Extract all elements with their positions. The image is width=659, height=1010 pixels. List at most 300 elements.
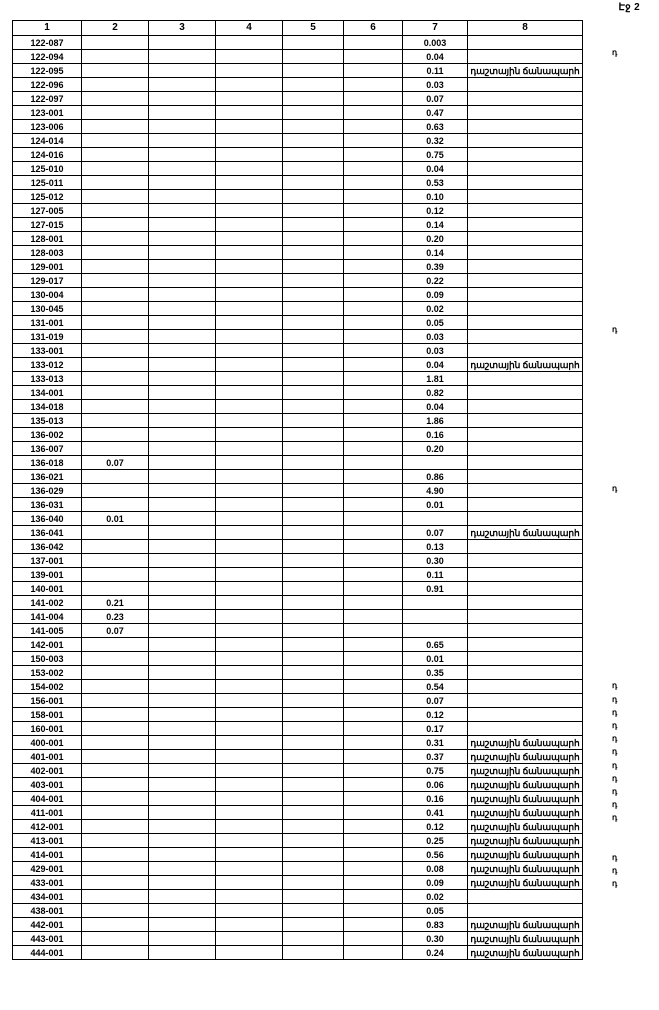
table-cell-col8 bbox=[468, 610, 583, 624]
table-cell-col2 bbox=[82, 890, 149, 904]
table-cell-col6 bbox=[344, 260, 403, 274]
table-cell-col7: 0.83 bbox=[403, 918, 468, 932]
table-cell-col3 bbox=[149, 568, 216, 582]
table-cell-col6 bbox=[344, 400, 403, 414]
margin-note bbox=[612, 548, 657, 561]
table-cell-col5 bbox=[283, 36, 344, 50]
table-cell-col8: դաշտային ճանապարհ bbox=[468, 820, 583, 834]
table-cell-col5 bbox=[283, 666, 344, 680]
table-cell-col5 bbox=[283, 624, 344, 638]
table-cell-col2 bbox=[82, 932, 149, 946]
table-cell-col7: 0.47 bbox=[403, 106, 468, 120]
table-cell-col2 bbox=[82, 736, 149, 750]
table-cell-col1: 122-094 bbox=[13, 50, 82, 64]
table-cell-col1: 133-001 bbox=[13, 344, 82, 358]
table-cell-col2 bbox=[82, 428, 149, 442]
margin-note bbox=[612, 191, 657, 204]
table-cell-col6 bbox=[344, 428, 403, 442]
table-cell-col4 bbox=[216, 442, 283, 456]
table-cell-col1: 136-007 bbox=[13, 442, 82, 456]
table-cell-col5 bbox=[283, 218, 344, 232]
table-cell-col2 bbox=[82, 820, 149, 834]
margin-note bbox=[612, 139, 657, 152]
table-cell-col2: 0.23 bbox=[82, 610, 149, 624]
table-cell-col4 bbox=[216, 596, 283, 610]
table-cell-col7: 0.02 bbox=[403, 302, 468, 316]
table-cell-col7: 0.04 bbox=[403, 358, 468, 372]
table-row bbox=[13, 890, 583, 904]
table-cell-col5 bbox=[283, 232, 344, 246]
table-cell-col3 bbox=[149, 148, 216, 162]
table-cell-col8 bbox=[468, 694, 583, 708]
table-cell-col7: 0.07 bbox=[403, 526, 468, 540]
table-cell-col1: 127-015 bbox=[13, 218, 82, 232]
table-cell-col5 bbox=[283, 330, 344, 344]
table-row bbox=[13, 582, 583, 596]
table-cell-col2 bbox=[82, 638, 149, 652]
table-cell-col2: 0.01 bbox=[82, 512, 149, 526]
table-cell-col5 bbox=[283, 512, 344, 526]
table-cell-col7: 0.65 bbox=[403, 638, 468, 652]
table-cell-col2 bbox=[82, 358, 149, 372]
table-row bbox=[13, 400, 583, 414]
table-cell-col7: 0.16 bbox=[403, 792, 468, 806]
table-cell-col6 bbox=[344, 890, 403, 904]
margin-note: դ bbox=[612, 483, 618, 493]
table-cell-col4 bbox=[216, 176, 283, 190]
table-row bbox=[13, 344, 583, 358]
margin-note bbox=[612, 350, 657, 363]
margin-note bbox=[612, 534, 657, 547]
table-cell-col6 bbox=[344, 78, 403, 92]
table-cell-col6 bbox=[344, 764, 403, 778]
table-cell-col4 bbox=[216, 344, 283, 358]
table-row bbox=[13, 36, 583, 50]
margin-note bbox=[612, 297, 657, 310]
table-cell-col4 bbox=[216, 232, 283, 246]
table-row bbox=[13, 428, 583, 442]
table-cell-col1: 404-001 bbox=[13, 792, 82, 806]
table-row bbox=[13, 372, 583, 386]
table-cell-col1: 137-001 bbox=[13, 554, 82, 568]
table-cell-col7: 0.91 bbox=[403, 582, 468, 596]
table-cell-col8 bbox=[468, 904, 583, 918]
table-cell-col2 bbox=[82, 568, 149, 582]
table-cell-col2 bbox=[82, 316, 149, 330]
table-cell-col3 bbox=[149, 386, 216, 400]
table-cell-col4 bbox=[216, 792, 283, 806]
table-cell-col2 bbox=[82, 848, 149, 862]
table-row bbox=[13, 358, 583, 372]
table-row bbox=[13, 274, 583, 288]
table-cell-col8 bbox=[468, 652, 583, 666]
table-cell-col3 bbox=[149, 694, 216, 708]
margin-note bbox=[612, 86, 657, 99]
table-row bbox=[13, 862, 583, 876]
table-cell-col4 bbox=[216, 120, 283, 134]
margin-note bbox=[612, 73, 657, 86]
table-cell-col5 bbox=[283, 792, 344, 806]
table-cell-col8 bbox=[468, 498, 583, 512]
table-row bbox=[13, 918, 583, 932]
table-cell-col5 bbox=[283, 694, 344, 708]
table-cell-col5 bbox=[283, 78, 344, 92]
table-cell-col1: 141-002 bbox=[13, 596, 82, 610]
table-cell-col6 bbox=[344, 708, 403, 722]
table-cell-col1: 136-002 bbox=[13, 428, 82, 442]
table-cell-col6 bbox=[344, 456, 403, 470]
table-cell-col7: 0.63 bbox=[403, 120, 468, 134]
table-cell-col6 bbox=[344, 218, 403, 232]
table-cell-col5 bbox=[283, 596, 344, 610]
table-cell-col2 bbox=[82, 190, 149, 204]
table-cell-col6 bbox=[344, 932, 403, 946]
table-row bbox=[13, 498, 583, 512]
table-cell-col8 bbox=[468, 92, 583, 106]
table-cell-col2 bbox=[82, 442, 149, 456]
table-row bbox=[13, 134, 583, 148]
table-cell-col1: 429-001 bbox=[13, 862, 82, 876]
table-cell-col7: 0.03 bbox=[403, 330, 468, 344]
table-cell-col4 bbox=[216, 918, 283, 932]
table-cell-col8 bbox=[468, 582, 583, 596]
table-cell-col4 bbox=[216, 162, 283, 176]
table-cell-col1: 128-001 bbox=[13, 232, 82, 246]
table-cell-col5 bbox=[283, 428, 344, 442]
table-row bbox=[13, 610, 583, 624]
table-cell-col7: 0.09 bbox=[403, 288, 468, 302]
table-cell-col3 bbox=[149, 246, 216, 260]
table-cell-col1: 403-001 bbox=[13, 778, 82, 792]
table-cell-col2 bbox=[82, 470, 149, 484]
table-cell-col8 bbox=[468, 260, 583, 274]
table-cell-col2 bbox=[82, 680, 149, 694]
table-cell-col8 bbox=[468, 106, 583, 120]
table-cell-col2 bbox=[82, 386, 149, 400]
table-cell-col8: դաշտային ճանապարհ bbox=[468, 358, 583, 372]
table-cell-col6 bbox=[344, 498, 403, 512]
table-cell-col8 bbox=[468, 596, 583, 610]
table-cell-col8 bbox=[468, 162, 583, 176]
table-cell-col2 bbox=[82, 274, 149, 288]
table-row bbox=[13, 820, 583, 834]
table-cell-col5 bbox=[283, 554, 344, 568]
table-cell-col7: 0.32 bbox=[403, 134, 468, 148]
table-cell-col4 bbox=[216, 890, 283, 904]
table-cell-col4 bbox=[216, 92, 283, 106]
table-cell-col6 bbox=[344, 106, 403, 120]
table-cell-col4 bbox=[216, 540, 283, 554]
table-cell-col5 bbox=[283, 582, 344, 596]
table-cell-col2 bbox=[82, 666, 149, 680]
table-cell-col7: 0.06 bbox=[403, 778, 468, 792]
table-cell-col1: 444-001 bbox=[13, 946, 82, 960]
table-cell-col7: 0.86 bbox=[403, 470, 468, 484]
table-cell-col6 bbox=[344, 834, 403, 848]
table-cell-col7: 0.11 bbox=[403, 64, 468, 78]
table-cell-col5 bbox=[283, 778, 344, 792]
table-cell-col2 bbox=[82, 232, 149, 246]
table-cell-col8 bbox=[468, 456, 583, 470]
margin-note bbox=[612, 244, 657, 257]
table-cell-col5 bbox=[283, 50, 344, 64]
table-cell-col8 bbox=[468, 50, 583, 64]
column-header-4: 4 bbox=[216, 21, 283, 36]
table-cell-col7: 0.02 bbox=[403, 890, 468, 904]
table-cell-col2 bbox=[82, 652, 149, 666]
table-row bbox=[13, 484, 583, 498]
table-cell-col6 bbox=[344, 204, 403, 218]
table-cell-col6 bbox=[344, 134, 403, 148]
table-cell-col5 bbox=[283, 890, 344, 904]
table-cell-col5 bbox=[283, 176, 344, 190]
table-cell-col5 bbox=[283, 120, 344, 134]
table-cell-col7: 4.90 bbox=[403, 484, 468, 498]
table-row bbox=[13, 64, 583, 78]
table-cell-col2 bbox=[82, 106, 149, 120]
table-cell-col3 bbox=[149, 862, 216, 876]
table-cell-col6 bbox=[344, 442, 403, 456]
table-cell-col7: 1.86 bbox=[403, 414, 468, 428]
table-cell-col5 bbox=[283, 414, 344, 428]
table-cell-col8 bbox=[468, 134, 583, 148]
table-cell-col3 bbox=[149, 358, 216, 372]
table-cell-col8 bbox=[468, 232, 583, 246]
table-cell-col5 bbox=[283, 162, 344, 176]
table-cell-col1: 125-010 bbox=[13, 162, 82, 176]
table-row bbox=[13, 708, 583, 722]
table-cell-col4 bbox=[216, 624, 283, 638]
table-cell-col4 bbox=[216, 610, 283, 624]
table-cell-col6 bbox=[344, 120, 403, 134]
table-cell-col2 bbox=[82, 162, 149, 176]
table-cell-col4 bbox=[216, 134, 283, 148]
table-cell-col1: 136-031 bbox=[13, 498, 82, 512]
table-row bbox=[13, 148, 583, 162]
table-cell-col3 bbox=[149, 274, 216, 288]
table-cell-col6 bbox=[344, 624, 403, 638]
table-cell-col7: 0.10 bbox=[403, 190, 468, 204]
table-cell-col3 bbox=[149, 904, 216, 918]
table-cell-col8 bbox=[468, 442, 583, 456]
table-cell-col4 bbox=[216, 778, 283, 792]
table-cell-col8 bbox=[468, 568, 583, 582]
table-cell-col6 bbox=[344, 596, 403, 610]
table-cell-col3 bbox=[149, 792, 216, 806]
table-cell-col3 bbox=[149, 526, 216, 540]
table-cell-col2 bbox=[82, 708, 149, 722]
table-cell-col2 bbox=[82, 722, 149, 736]
table-cell-col4 bbox=[216, 470, 283, 484]
table-cell-col4 bbox=[216, 358, 283, 372]
column-header-5: 5 bbox=[283, 21, 344, 36]
margin-note bbox=[612, 600, 657, 613]
table-cell-col1: 125-011 bbox=[13, 176, 82, 190]
table-row bbox=[13, 834, 583, 848]
table-cell-col1: 141-004 bbox=[13, 610, 82, 624]
table-cell-col2 bbox=[82, 372, 149, 386]
table-cell-col4 bbox=[216, 274, 283, 288]
table-cell-col2 bbox=[82, 148, 149, 162]
table-cell-col7: 0.14 bbox=[403, 246, 468, 260]
table-cell-col7: 0.39 bbox=[403, 260, 468, 274]
table-cell-col5 bbox=[283, 302, 344, 316]
table-cell-col6 bbox=[344, 386, 403, 400]
table-cell-col4 bbox=[216, 260, 283, 274]
table-cell-col1: 136-021 bbox=[13, 470, 82, 484]
table-cell-col3 bbox=[149, 512, 216, 526]
table-cell-col5 bbox=[283, 386, 344, 400]
table-cell-col1: 442-001 bbox=[13, 918, 82, 932]
table-cell-col6 bbox=[344, 246, 403, 260]
table-cell-col5 bbox=[283, 806, 344, 820]
margin-note bbox=[612, 429, 657, 442]
table-cell-col8 bbox=[468, 512, 583, 526]
margin-notes-column bbox=[612, 20, 657, 890]
table-cell-col8: դաշտային ճանապարհ bbox=[468, 764, 583, 778]
margin-note bbox=[612, 521, 657, 534]
table-cell-col8: դաշտային ճանապարհ bbox=[468, 946, 583, 960]
margin-note bbox=[612, 337, 657, 350]
table-cell-col6 bbox=[344, 232, 403, 246]
margin-note bbox=[612, 178, 657, 191]
table-cell-col7: 0.35 bbox=[403, 666, 468, 680]
table-cell-col1: 128-003 bbox=[13, 246, 82, 260]
table-cell-col7: 0.25 bbox=[403, 834, 468, 848]
table-cell-col5 bbox=[283, 652, 344, 666]
table-cell-col5 bbox=[283, 400, 344, 414]
table-cell-col6 bbox=[344, 50, 403, 64]
table-cell-col1: 433-001 bbox=[13, 876, 82, 890]
table-cell-col8 bbox=[468, 722, 583, 736]
table-cell-col7: 0.17 bbox=[403, 722, 468, 736]
table-cell-col5 bbox=[283, 848, 344, 862]
table-cell-col6 bbox=[344, 848, 403, 862]
table-cell-col8: դաշտային ճանապարհ bbox=[468, 932, 583, 946]
table-cell-col2 bbox=[82, 176, 149, 190]
table-cell-col8 bbox=[468, 890, 583, 904]
margin-note bbox=[612, 402, 657, 415]
table-cell-col6 bbox=[344, 806, 403, 820]
table-cell-col3 bbox=[149, 638, 216, 652]
table-cell-col8: դաշտային ճանապարհ bbox=[468, 876, 583, 890]
table-cell-col3 bbox=[149, 134, 216, 148]
table-cell-col3 bbox=[149, 498, 216, 512]
table-cell-col2 bbox=[82, 414, 149, 428]
table-cell-col1: 136-042 bbox=[13, 540, 82, 554]
table-cell-col3 bbox=[149, 806, 216, 820]
table-cell-col6 bbox=[344, 722, 403, 736]
table-cell-col1: 160-001 bbox=[13, 722, 82, 736]
table-cell-col6 bbox=[344, 904, 403, 918]
table-cell-col5 bbox=[283, 750, 344, 764]
table-cell-col4 bbox=[216, 204, 283, 218]
table-cell-col5 bbox=[283, 834, 344, 848]
table-cell-col4 bbox=[216, 652, 283, 666]
table-cell-col2 bbox=[82, 764, 149, 778]
table-cell-col2 bbox=[82, 330, 149, 344]
margin-note bbox=[612, 574, 657, 587]
table-cell-col7: 0.30 bbox=[403, 554, 468, 568]
table-cell-col2 bbox=[82, 92, 149, 106]
table-cell-col2 bbox=[82, 218, 149, 232]
table-cell-col7: 0.75 bbox=[403, 148, 468, 162]
table-cell-col7: 0.11 bbox=[403, 568, 468, 582]
table-cell-col4 bbox=[216, 78, 283, 92]
table-cell-col1: 133-013 bbox=[13, 372, 82, 386]
table-cell-col3 bbox=[149, 582, 216, 596]
table-cell-col1: 154-002 bbox=[13, 680, 82, 694]
table-cell-col3 bbox=[149, 190, 216, 204]
margin-note bbox=[612, 561, 657, 574]
table-cell-col8 bbox=[468, 120, 583, 134]
table-cell-col3 bbox=[149, 540, 216, 554]
table-cell-col7: 0.07 bbox=[403, 694, 468, 708]
table-cell-col6 bbox=[344, 470, 403, 484]
table-cell-col5 bbox=[283, 568, 344, 582]
table-row bbox=[13, 624, 583, 638]
table-cell-col7: 0.01 bbox=[403, 498, 468, 512]
table-row bbox=[13, 666, 583, 680]
table-cell-col2 bbox=[82, 484, 149, 498]
table-cell-col8 bbox=[468, 246, 583, 260]
table-cell-col7: 0.12 bbox=[403, 204, 468, 218]
page-number-label: Էջ 2 bbox=[618, 2, 640, 13]
table-row bbox=[13, 120, 583, 134]
table-cell-col6 bbox=[344, 680, 403, 694]
table-cell-col4 bbox=[216, 554, 283, 568]
table-row bbox=[13, 106, 583, 120]
table-cell-col7: 0.14 bbox=[403, 218, 468, 232]
margin-note bbox=[612, 416, 657, 429]
table-row bbox=[13, 554, 583, 568]
table-cell-col5 bbox=[283, 498, 344, 512]
table-row bbox=[13, 288, 583, 302]
table-cell-col6 bbox=[344, 274, 403, 288]
table-cell-col3 bbox=[149, 848, 216, 862]
table-row bbox=[13, 750, 583, 764]
margin-note bbox=[612, 442, 657, 455]
table-cell-col4 bbox=[216, 246, 283, 260]
table-cell-col2 bbox=[82, 778, 149, 792]
table-cell-col4 bbox=[216, 708, 283, 722]
table-cell-col5 bbox=[283, 288, 344, 302]
table-cell-col4 bbox=[216, 862, 283, 876]
table-row bbox=[13, 694, 583, 708]
table-cell-col4 bbox=[216, 288, 283, 302]
table-cell-col8 bbox=[468, 78, 583, 92]
margin-note bbox=[612, 218, 657, 231]
margin-note bbox=[612, 99, 657, 112]
table-cell-col8 bbox=[468, 386, 583, 400]
table-cell-col2 bbox=[82, 834, 149, 848]
table-cell-col3 bbox=[149, 428, 216, 442]
table-cell-col7: 0.53 bbox=[403, 176, 468, 190]
table-cell-col1: 131-001 bbox=[13, 316, 82, 330]
table-cell-col2 bbox=[82, 78, 149, 92]
table-cell-col4 bbox=[216, 834, 283, 848]
table-cell-col7: 0.20 bbox=[403, 442, 468, 456]
table-cell-col5 bbox=[283, 64, 344, 78]
table-cell-col3 bbox=[149, 596, 216, 610]
table-cell-col6 bbox=[344, 568, 403, 582]
table-cell-col3 bbox=[149, 64, 216, 78]
table-cell-col6 bbox=[344, 512, 403, 526]
margin-note bbox=[612, 468, 657, 481]
margin-note: դ bbox=[612, 813, 618, 823]
table-cell-col5 bbox=[283, 484, 344, 498]
margin-note bbox=[612, 152, 657, 165]
